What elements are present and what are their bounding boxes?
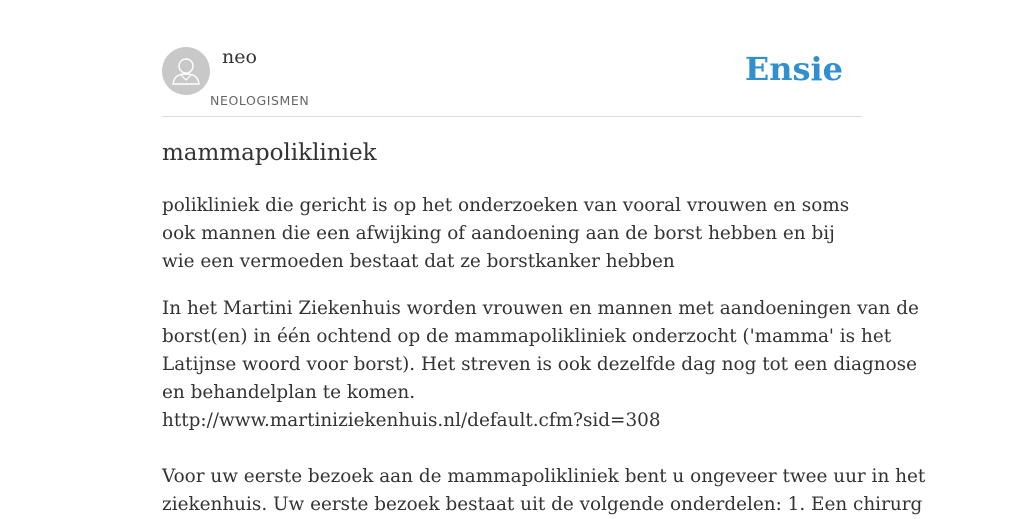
example-line: Latijnse woord voor borst). Het streven is ook dezelfde dag nog tot een diagnose — [162, 354, 917, 375]
user-avatar[interactable] — [162, 47, 210, 95]
category-label[interactable]: NEOLOGISMEN — [210, 93, 310, 108]
user-silhouette-icon — [162, 47, 210, 95]
source-link[interactable]: http://www.martiniziekenhuis.nl/default.cfm?sid=308 — [162, 410, 661, 431]
paragraph-spacer — [162, 435, 866, 463]
site-logo[interactable]: Ensie — [744, 50, 843, 88]
entry-header — [162, 0, 862, 117]
page-container — [162, 0, 926, 515]
example-line: en behandelplan te komen. — [162, 382, 416, 403]
example-line: borst(en) in één ochtend op de mammapolikliniek onderzocht ('mamma' is het — [162, 326, 892, 347]
example-line: In het Martini Ziekenhuis worden vrouwen en mannen met aandoeningen van de — [162, 298, 919, 319]
entry-title: mammapolikliniek — [162, 140, 377, 166]
entry-example — [162, 295, 926, 519]
author-username[interactable]: neo — [222, 46, 257, 68]
example-line: ziekenhuis. Uw eerste bezoek bestaat uit de volgende onderdelen: 1. Een chirurg — [162, 494, 923, 515]
example-line: Voor uw eerste bezoek aan de mammapolikliniek bent u ongeveer twee uur in het — [162, 466, 926, 487]
entry-definition: polikliniek die gericht is op het onderzoeken van vooral vrouwen en soms ook mannen die een afwijking of aandoening aan de borst hebben en bij wie een vermoeden bestaat dat ze borstkanker hebben — [162, 195, 850, 272]
